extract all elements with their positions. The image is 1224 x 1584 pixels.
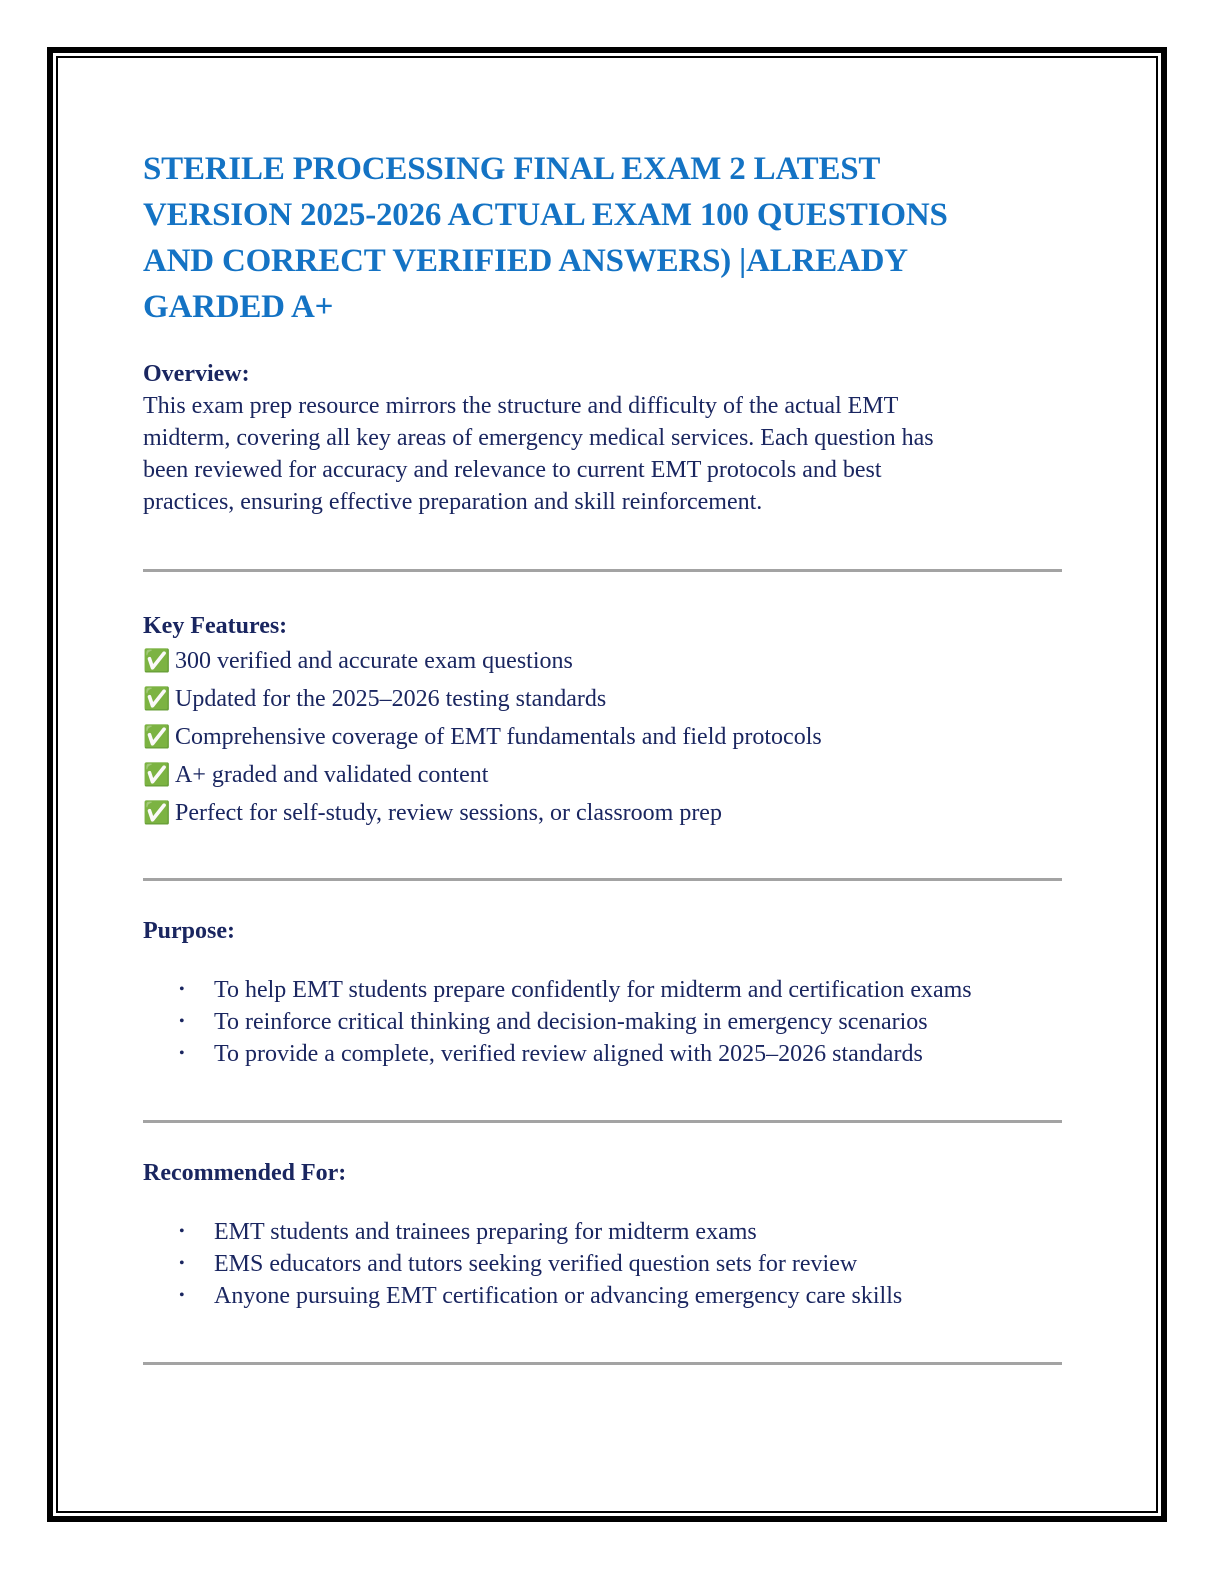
check-icon: ✅ (143, 686, 171, 711)
list-item (143, 1280, 1063, 1312)
document-body (143, 146, 1063, 1365)
section-divider (143, 569, 1062, 572)
recommended-for-list (143, 1216, 1063, 1312)
list-item-text: Perfect for self-study, review sessions, or classroom prep (175, 800, 722, 826)
recommended-for-section (143, 1157, 1063, 1312)
overview-section (143, 358, 1063, 518)
purpose-heading: Purpose: (143, 918, 235, 944)
list-item-text: Updated for the 2025–2026 testing standards (175, 686, 607, 712)
list-item (143, 642, 1063, 680)
title-line: GARDED A+ (143, 289, 334, 325)
overview-line: been reviewed for accuracy and relevance to current EMT protocols and best (143, 457, 882, 483)
key-features-heading: Key Features: (143, 613, 288, 639)
check-icon: ✅ (143, 800, 171, 825)
list-item-text: To provide a complete, verified review aligned with 2025–2026 standards (214, 1041, 923, 1067)
list-item (143, 1038, 1063, 1070)
overview-line: practices, ensuring effective preparation and skill reinforcement. (143, 489, 763, 515)
bullet-icon: • (179, 1013, 185, 1030)
overview-paragraph (143, 390, 1063, 518)
title-line: AND CORRECT VERIFIED ANSWERS) |ALREADY (143, 243, 908, 279)
bullet-icon: • (179, 1255, 185, 1272)
document-title (143, 146, 1063, 330)
list-item-text: EMS educators and tutors seeking verified question sets for review (214, 1251, 858, 1277)
purpose-list (143, 974, 1063, 1070)
list-item-text: To reinforce critical thinking and decision-making in emergency scenarios (214, 1009, 928, 1035)
bullet-icon: • (179, 1223, 185, 1240)
list-item-text: Comprehensive coverage of EMT fundamentals and field protocols (175, 724, 822, 750)
title-line: VERSION 2025-2026 ACTUAL EXAM 100 QUESTIONS (143, 197, 948, 233)
bullet-icon: • (179, 1045, 185, 1062)
section-divider (143, 1362, 1062, 1365)
title-line: STERILE PROCESSING FINAL EXAM 2 LATEST (143, 151, 881, 187)
list-item (143, 680, 1063, 718)
list-item (143, 794, 1063, 832)
list-item (143, 1248, 1063, 1280)
list-item (143, 1006, 1063, 1038)
check-icon: ✅ (143, 724, 171, 749)
bullet-icon: • (179, 1287, 185, 1304)
list-item-text: Anyone pursuing EMT certification or advancing emergency care skills (214, 1283, 903, 1309)
bullet-icon: • (179, 981, 185, 998)
section-divider (143, 878, 1062, 881)
list-item (143, 756, 1063, 794)
list-item-text: 300 verified and accurate exam questions (175, 648, 573, 674)
list-item-text: To help EMT students prepare confidently for midterm and certification exams (214, 977, 972, 1003)
list-item-text: A+ graded and validated content (175, 762, 489, 788)
purpose-section (143, 915, 1063, 1070)
list-item (143, 1216, 1063, 1248)
list-item (143, 974, 1063, 1006)
overview-line: midterm, covering all key areas of emergency medical services. Each question has (143, 425, 934, 451)
overview-line: This exam prep resource mirrors the structure and difficulty of the actual EMT (143, 393, 899, 419)
list-item (143, 718, 1063, 756)
check-icon: ✅ (143, 648, 171, 673)
key-features-list (143, 642, 1063, 832)
section-divider (143, 1120, 1062, 1123)
key-features-section (143, 610, 1063, 832)
recommended-for-heading: Recommended For: (143, 1160, 347, 1186)
overview-heading: Overview: (143, 361, 250, 387)
list-item-text: EMT students and trainees preparing for midterm exams (214, 1219, 757, 1245)
check-icon: ✅ (143, 762, 171, 787)
